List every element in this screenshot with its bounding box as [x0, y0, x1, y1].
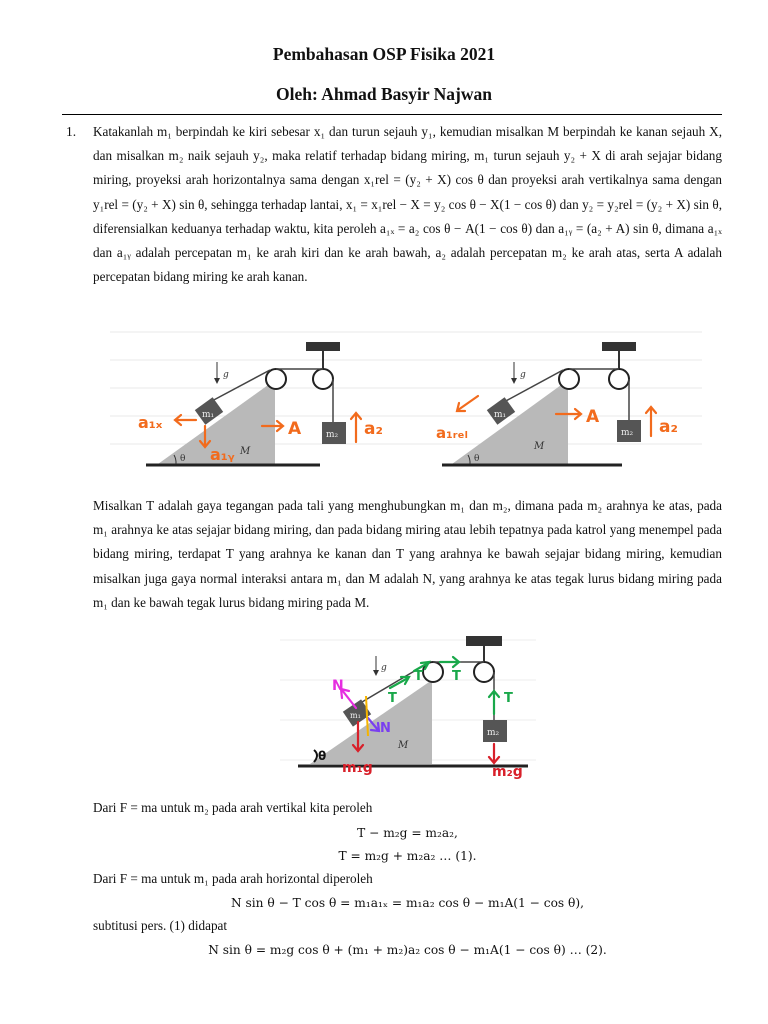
label-T-top: T: [452, 669, 461, 684]
label-a1y: a₁ᵧ: [210, 445, 235, 464]
ceiling-support: [466, 636, 502, 646]
label-theta: θ: [318, 749, 327, 763]
paragraph-substitution: subtitusi pers. (1) didapat: [93, 918, 228, 933]
equation-m2-2: T = m₂g + m₂a₂ … (1).: [338, 849, 477, 863]
label-N-down: N: [380, 721, 391, 736]
label-T-pulley: T: [414, 669, 423, 684]
figure-forces: [280, 622, 536, 782]
label-m1: m₁: [350, 711, 361, 720]
label-A: A: [586, 407, 600, 427]
label-m2g: m₂g: [492, 764, 523, 780]
paragraph-kinematics: Katakanlah m₁ berpindah ke kiri sebesar x₁ dan turun sejauh y₁, kemudian misalkan M berpindah ke kanan sejauh X, dan misalkan m₂ naik sejauh y₂, maka relatif terhadap bidang miring, m₁ turun sejauh y₂ + X di arah sejajar bidang miring, proyeksi arah horizontalnya sama dengan x₁rel = (y₂ + X) cos θ dan proyeksi arah vertikalnya sama dengan y₁rel = (y₂ + X) sin θ, sehingga terhadap lantai, x₁ = x₁rel − X = y₂ cos θ − X(1 − cos θ) dan y₂ = y₂rel = (y₂ + X) sin θ, diferensialkan keduanya terhadap waktu, kita peroleh a₁ₓ = a₂ cos θ − A(1 − cos θ) dan a₁ᵧ = (a₂ + A) sin θ, dimana a₁ₓ dan a₁ᵧ adalah percepatan m₁ ke arah kiri dan ke arah bawah, a₂ adalah percepatan m₂ ke arah atas, serta A adalah percepatan bidang miring ke arah kanan.: [93, 124, 722, 285]
incline-wedge: [452, 380, 568, 464]
label-a1rel: a₁ᵣₑₗ: [436, 424, 468, 442]
label-A: A: [288, 419, 302, 439]
pulley-fixed: [313, 369, 333, 389]
label-g: g: [520, 370, 526, 380]
document-title: Pembahasan OSP Fisika 2021: [272, 44, 496, 64]
label-m1g: m₁g: [342, 760, 373, 776]
pulley-incline: [559, 369, 579, 389]
label-theta: θ: [474, 454, 480, 464]
equation-m1-1: N sin θ − T cos θ = m₁a₁ₓ = m₁a₂ cos θ − m₁A(1 − cos θ),: [230, 896, 585, 910]
label-T-m2: T: [504, 691, 513, 706]
label-N-up: N: [332, 678, 344, 694]
label-M: M: [534, 441, 545, 452]
label-m2: m₂: [621, 428, 634, 438]
label-g: g: [223, 370, 229, 380]
label-m2: m₂: [487, 728, 500, 738]
label-a1x: a₁ₓ: [138, 413, 163, 432]
label-m2: m₂: [326, 430, 339, 440]
equation-m1-2: N sin θ = m₂g cos θ + (m₁ + m₂)a₂ cos θ − m₁A(1 − cos θ) … (2).: [208, 943, 607, 957]
ceiling-support: [602, 342, 636, 351]
label-m1: m₁: [202, 410, 215, 420]
label-M: M: [398, 740, 409, 751]
label-a2: a₂: [659, 417, 678, 437]
paragraph-m1-horizontal: Dari F = ma untuk m₁ pada arah horizontal diperoleh: [93, 871, 373, 886]
figure-kinematics: [110, 322, 702, 472]
label-T-incline: T: [388, 691, 397, 706]
equation-m2-1: T − m₂g = m₂a₂,: [357, 826, 458, 840]
label-theta: θ: [180, 454, 186, 464]
label-a2: a₂: [364, 419, 383, 439]
problem-number: 1.: [66, 124, 77, 139]
paragraph-m2-vertical: Dari F = ma untuk m₂ pada arah vertikal kita peroleh: [93, 800, 373, 815]
header-rule: [62, 114, 722, 115]
document-author: Oleh: Ahmad Basyir Najwan: [275, 84, 493, 104]
label-g: g: [381, 663, 387, 673]
label-m1: m₁: [494, 410, 507, 420]
ceiling-support: [306, 342, 340, 351]
paragraph-forces: Misalkan T adalah gaya tegangan pada tali yang menghubungkan m₁ dan m₂, dimana pada m₂ arahnya ke atas, pada m₁ arahnya ke atas sejajar bidang miring, dan pada bidang miring atau lebih tepatnya pada katrol yang menempel pada bidang miring, terdapat T yang arahnya ke kanan dan T yang arahnya ke bawah sejajar bidang miring, kemudian misalkan juga gaya normal interaksi antara m₁ dan M adalah N, yang arahnya ke atas tegak lurus bidang miring pada m₁ dan ke bawah tegak lurus bidang miring pada M.: [93, 498, 722, 610]
label-M: M: [240, 446, 251, 457]
pulley-fixed: [609, 369, 629, 389]
pulley-incline: [266, 369, 286, 389]
pulley-fixed: [474, 662, 494, 682]
